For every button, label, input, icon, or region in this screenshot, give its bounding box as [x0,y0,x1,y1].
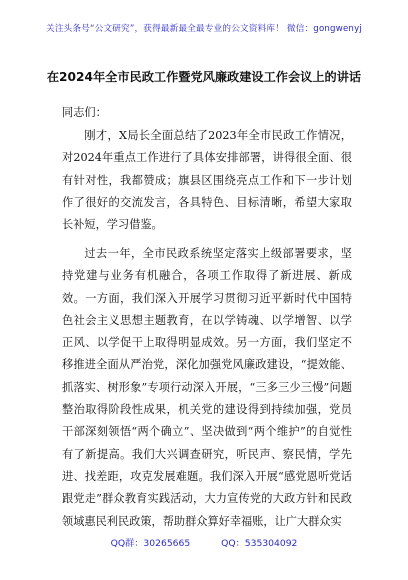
document-title: 在2024年全市民政工作暨党风廉政建设工作会议上的讲话 [46,70,362,84]
footer-qq: QQ：535304092 [221,538,298,549]
footer-qq-group: QQ群：30265665 [110,538,191,549]
body-paragraph-2: 过去一年，全市民政系统坚定落实上级部署要求，坚持党建与业务有机融合，各项工作取得了新进展、新成效。一方面，我们深入开展学习贯彻习近平新时代中国特色社会主义思想主题教育，在以学铸魂、以学增智、以学正风、以学促干上取得明显成效。另一方面，我们坚定不移推进全面从严治党，深化加强党风廉政建设，“提效能、抓落实、树形象”专项行动深入开展，“三多三少三慢”问题整治取得阶段性成果，机关党的建设得到持续加强，党员干部深刻领悟“两个确立”、坚决做到“两个维护”的自觉性有了新提高。我们大兴调查研究，听民声、察民情，学先进、找差距，攻克发展难题。我们深入开展“感党恩听党话跟党走”群众教育实践活动，大力宣传党的大政方针和民政领域惠民利民政策，帮助群众算好幸福账，让广大群众实 [62,247,352,528]
body-paragraph-1: 刚才，X局长全面总结了2023年全市民政工作情况，对2024年重点工作进行了具体安排部署，讲得很全面、很有针对性，我都赞成；旗县区围绕亮点工作和下一步计划作了很好的交流发言，各具特色、目标清晰，希望大家取长补短，学习借鉴。 [62,129,352,232]
salutation: 同志们： [62,106,107,119]
header-promo-note: 关注头条号“公文研究”，获得最新最全最专业的公文资料库！ 微信：gongwenyj [46,24,362,34]
footer-contact [0,535,408,549]
